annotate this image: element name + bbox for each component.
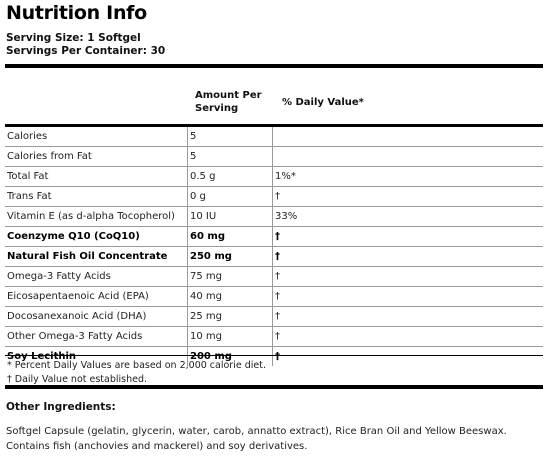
nutrient-name: Soy Lecithin [7,351,77,362]
nutrient-name: Omega-3 Fatty Acids [7,271,111,282]
nutrient-amount: 5 [190,131,197,142]
table-row [5,147,543,167]
table-row [5,227,543,247]
nutrient-amount: 250 mg [190,251,232,262]
footnote-divider [5,355,543,356]
nutrient-daily-value: † [275,311,280,322]
nutrient-daily-value: † [275,271,280,282]
servings-per-container: Servings Per Container: 30 [6,45,166,57]
nutrient-name: Eicosapentaenoic Acid (EPA) [7,291,149,302]
nutrient-amount: 40 mg [190,291,222,302]
nutrient-amount: 10 mg [190,331,222,342]
nutrient-rows [5,127,543,366]
table-row [5,127,543,147]
nutrient-daily-value: † [275,231,280,242]
header-amount-per-serving: Amount Per Serving [195,90,262,114]
page-title: Nutrition Info [6,2,147,24]
nutrient-daily-value: 33% [275,211,298,222]
nutrient-amount: 60 mg [190,231,225,242]
footnote-daily-values: * Percent Daily Values are based on 2,000 calorie diet. [7,360,266,371]
nutrient-amount: 5 [190,151,197,162]
table-row [5,167,543,187]
nutrient-amount: 0.5 g [190,171,216,182]
nutrient-name: Other Omega-3 Fatty Acids [7,331,143,342]
nutrient-name: Trans Fat [7,191,52,202]
nutrient-daily-value: † [275,191,280,202]
nutrient-amount: 75 mg [190,271,222,282]
table-row [5,187,543,207]
nutrient-daily-value: 1%* [275,171,296,182]
table-row [5,327,543,347]
other-ingredients-heading: Other Ingredients: [6,401,116,413]
nutrient-amount: 10 IU [190,211,217,222]
table-row [5,207,543,227]
nutrient-daily-value: † [275,251,280,262]
other-ingredients-text: Softgel Capsule (gelatin, glycerin, water, carob, annatto extract), Rice Bran Oil and Yellow Beeswax. Contains fish (anchovies and mackerel) and soy derivatives. [6,426,507,452]
nutrient-name: Coenzyme Q10 (CoQ10) [7,231,140,242]
nutrient-daily-value: † [275,331,280,342]
footnote-not-established: † Daily Value not established. [7,374,148,385]
nutrient-name: Calories from Fat [7,151,92,162]
nutrient-name: Docosanexanoic Acid (DHA) [7,311,147,322]
nutrient-amount: 0 g [190,191,206,202]
nutrition-table [5,64,543,389]
nutrient-name: Calories [7,131,48,142]
header-daily-value: % Daily Value* [282,97,364,108]
table-row [5,287,543,307]
nutrient-name: Total Fat [7,171,49,182]
nutrient-daily-value: † [275,291,280,302]
table-row [5,247,543,267]
table-row [5,267,543,287]
nutrient-daily-value: † [275,351,280,362]
nutrient-amount: 25 mg [190,311,222,322]
nutrient-amount: 200 mg [190,351,232,362]
serving-size: Serving Size: 1 Softgel [6,32,141,44]
table-row [5,307,543,327]
nutrient-name: Natural Fish Oil Concentrate [7,251,168,262]
nutrient-name: Vitamin E (as d-alpha Tocopherol) [7,211,175,222]
